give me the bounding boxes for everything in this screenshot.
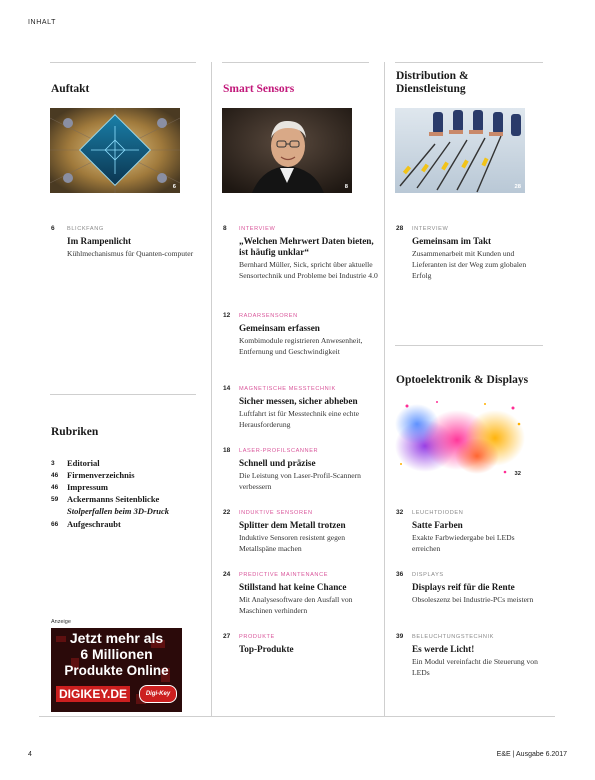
article-category: RADARSENSOREN xyxy=(239,313,298,319)
rubriken-rule xyxy=(50,394,196,395)
article-page-number: 28 xyxy=(396,225,404,232)
rubrik-subtitle: Stolperfallen beim 3D-Druck xyxy=(67,506,169,516)
article-title: Sicher messen, sicher abheben xyxy=(239,396,358,406)
column-divider-left xyxy=(211,62,212,716)
ad-headline-2: 6 Millionen xyxy=(80,646,153,662)
rubrik-page-number: 46 xyxy=(51,472,59,479)
distribution-rule xyxy=(395,62,543,63)
article-page-number: 12 xyxy=(223,312,231,319)
article-category: INTERVIEW xyxy=(239,226,276,232)
rowing-team-photo xyxy=(395,108,525,193)
auftakt-rule xyxy=(50,62,196,63)
article-category: INTERVIEW xyxy=(412,226,449,232)
article-description: Kombimodule registrieren Anwesenheit, Entfernung und Geschwindigkeit xyxy=(239,336,363,356)
article-description: Exakte Farbwiedergabe bei LEDs erreichen xyxy=(412,533,515,553)
article-category: PREDICTIVE MAINTENANCE xyxy=(239,572,329,578)
article-page-number: 22 xyxy=(223,509,231,516)
ad-label: Anzeige xyxy=(51,619,71,625)
portrait-photo xyxy=(222,108,352,193)
section-title-opto: Optoelektronik & Displays xyxy=(396,374,529,386)
article-title: Es werde Licht! xyxy=(412,644,475,654)
ad-logo-badge: Digi-Key xyxy=(139,685,177,703)
smart-sensors-image xyxy=(222,108,352,193)
article-title: Stillstand hat keine Chance xyxy=(239,582,347,592)
rubrik-page-number: 59 xyxy=(51,496,59,503)
article-title: Gemeinsam im Takt xyxy=(412,236,492,246)
article-title: Im Rampenlicht xyxy=(67,236,132,246)
rubrik-page-number: 46 xyxy=(51,484,59,491)
article-page-number: 27 xyxy=(223,633,231,640)
column-divider-right xyxy=(384,62,385,716)
article-page-number: 36 xyxy=(396,571,404,578)
advertisement[interactable] xyxy=(51,628,182,712)
article-description: Bernhard Müller, Sick, spricht über aktuelle Sensortechnik und Probleme bei Industrie 4.0 xyxy=(239,260,378,280)
rubrik-page-number: 3 xyxy=(51,460,55,467)
article-category: INDUKTIVE SENSOREN xyxy=(239,510,313,516)
rubrik-page-number: 66 xyxy=(51,521,59,528)
distribution-image-page: 28 xyxy=(514,184,521,190)
column-divider-bottom xyxy=(39,716,555,717)
page-number: 4 xyxy=(28,751,32,758)
article-title: Splitter dem Metall trotzen xyxy=(239,520,346,530)
smart-sensors-rule xyxy=(222,62,369,63)
ad-headline-1: Jetzt mehr als xyxy=(69,630,164,646)
article-description: Induktive Sensoren resistent gegen Metallspäne machen xyxy=(239,533,346,553)
article-title: Displays reif für die Rente xyxy=(412,582,515,592)
section-title-rubriken: Rubriken xyxy=(51,426,99,438)
auftakt-image-page: 6 xyxy=(172,184,176,190)
rubrik-title: Ackermanns Seitenblicke xyxy=(67,494,160,504)
article-page-number: 6 xyxy=(51,225,55,232)
article-title: Schnell und präzise xyxy=(239,458,316,468)
article-title: „Welchen Mehrwert Daten bieten, ist häufig unklar“ xyxy=(239,236,374,257)
opto-image-page: 32 xyxy=(514,471,521,477)
article-description: Kühlmechanismus für Quanten-computer xyxy=(67,249,194,258)
distribution-image xyxy=(395,108,525,193)
rubrik-title: Impressum xyxy=(67,482,108,492)
article-page-number: 24 xyxy=(223,571,231,578)
article-description: Zusammenarbeit mit Kunden und Lieferanten ist der Weg zum globalen Erfolg xyxy=(412,249,527,280)
article-page-number: 32 xyxy=(396,509,404,516)
article-description: Obsoleszenz bei Industrie-PCs meistern xyxy=(412,595,534,604)
rubrik-title: Aufgeschraubt xyxy=(67,519,121,529)
article-category: LASER-PROFILSCANNER xyxy=(239,448,319,454)
color-splash-image xyxy=(395,394,525,480)
article-category: DISPLAYS xyxy=(412,572,444,578)
section-header: INHALT xyxy=(28,19,56,26)
article-title: Gemeinsam erfassen xyxy=(239,323,320,333)
article-category: BELEUCHTUNGSTECHNIK xyxy=(412,634,494,640)
auftakt-image xyxy=(50,108,180,193)
opto-image xyxy=(395,394,525,480)
article-description: Die Leistung von Laser-Profil-Scannern verbessern xyxy=(239,471,361,491)
rubrik-title: Firmenverzeichnis xyxy=(67,470,135,480)
section-title-auftakt: Auftakt xyxy=(51,83,90,95)
article-category: MAGNETISCHE MESSTECHNIK xyxy=(239,386,336,392)
smart-sensors-image-page: 8 xyxy=(344,184,348,190)
article-page-number: 18 xyxy=(223,447,231,454)
rubrik-title: Editorial xyxy=(67,458,100,468)
opto-rule xyxy=(395,345,543,346)
article-category: BLICKFANG xyxy=(67,226,104,232)
issue-label: E&E | Ausgabe 6.2017 xyxy=(496,751,567,758)
article-page-number: 8 xyxy=(223,225,227,232)
section-title-distribution-line1: Distribution & xyxy=(396,70,469,82)
article-category: PRODUKTE xyxy=(239,634,275,640)
article-title: Satte Farben xyxy=(412,520,463,530)
article-title: Top-Produkte xyxy=(239,644,294,654)
ad-headline-3: Produkte Online xyxy=(64,663,169,678)
article-page-number: 39 xyxy=(396,633,404,640)
article-category: LEUCHTDIODEN xyxy=(412,510,464,516)
ad-brand: DIGIKEY.DE xyxy=(56,686,130,702)
article-page-number: 14 xyxy=(223,385,231,392)
article-description: Luftfahrt ist für Messtechnik eine echte Herausforderung xyxy=(239,409,359,429)
quantum-chip-photo xyxy=(50,108,180,193)
article-description: Mit Analysesoftware den Ausfall von Maschinen verhindern xyxy=(239,595,353,615)
section-title-distribution-line2: Dienstleistung xyxy=(396,83,466,95)
section-title-smart-sensors: Smart Sensors xyxy=(223,83,295,95)
article-description: Ein Modul vereinfacht die Steuerung von LEDs xyxy=(412,657,538,677)
